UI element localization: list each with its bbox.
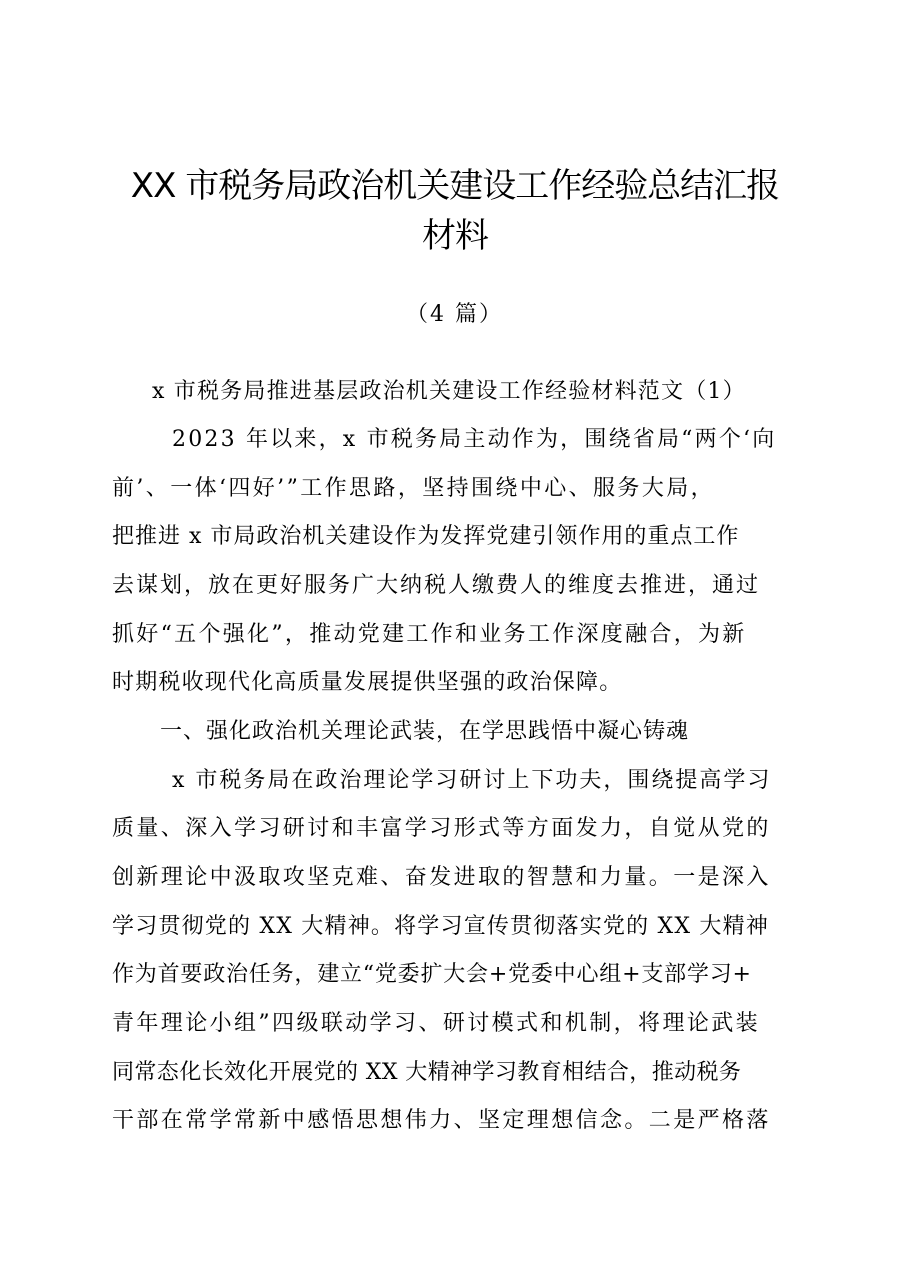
paragraph-line: 质量、深入学习研讨和丰富学习形式等方面发力，自觉从党的: [112, 816, 771, 841]
paragraph-line: 2023 年以来，x 市税务局主动作为，围绕省局“两个‘向: [172, 427, 777, 452]
section-heading: x 市税务局推进基层政治机关建设工作经验材料范文（1）: [152, 379, 746, 404]
paragraph-line: 前’、一体‘四好’”工作思路，坚持围绕中心、服务大局，: [112, 476, 716, 501]
paragraph-line: 同常态化长效化开展党的 XX 大精神学习教育相结合，推动税务: [112, 1060, 742, 1085]
document-subtitle: （4 篇）: [406, 302, 503, 327]
paragraph-line: 青年理论小组”四级联动学习、研讨模式和机制，将理论武装: [112, 1011, 761, 1036]
paragraph-line: 创新理论中汲取攻坚克难、奋发进取的智慧和力量。一是深入: [112, 865, 771, 890]
paragraph-line: 时期税收现代化高质量发展提供坚强的政治保障。: [112, 670, 623, 695]
section-heading-1: 一、强化政治机关理论武装，在学思践悟中凝心铸魂: [160, 719, 690, 744]
paragraph-line: 作为首要政治任务，建立“党委扩大会+党委中心组+支部学习+: [112, 962, 752, 987]
paragraph-line: x 市税务局在政治理论学习研讨上下功夫，围绕提高学习: [172, 768, 772, 793]
paragraph-line: 把推进 x 市局政治机关建设作为发挥党建引领作用的重点工作: [112, 524, 740, 549]
document-title-line-1: XX 市税务局政治机关建设工作经验总结汇报: [130, 166, 780, 206]
paragraph-line: 干部在常学常新中感悟思想伟力、坚定理想信念。二是严格落: [112, 1108, 771, 1133]
paragraph-line: 学习贯彻党的 XX 大精神。将学习宣传贯彻落实党的 XX 大精神: [112, 914, 770, 939]
document-title-line-2: 材料: [422, 216, 488, 256]
paragraph-line: 抓好“五个强化”，推动党建工作和业务工作深度融合，为新: [112, 622, 747, 647]
paragraph-line: 去谋划，放在更好服务广大纳税人缴费人的维度去推进，通过: [112, 573, 761, 598]
